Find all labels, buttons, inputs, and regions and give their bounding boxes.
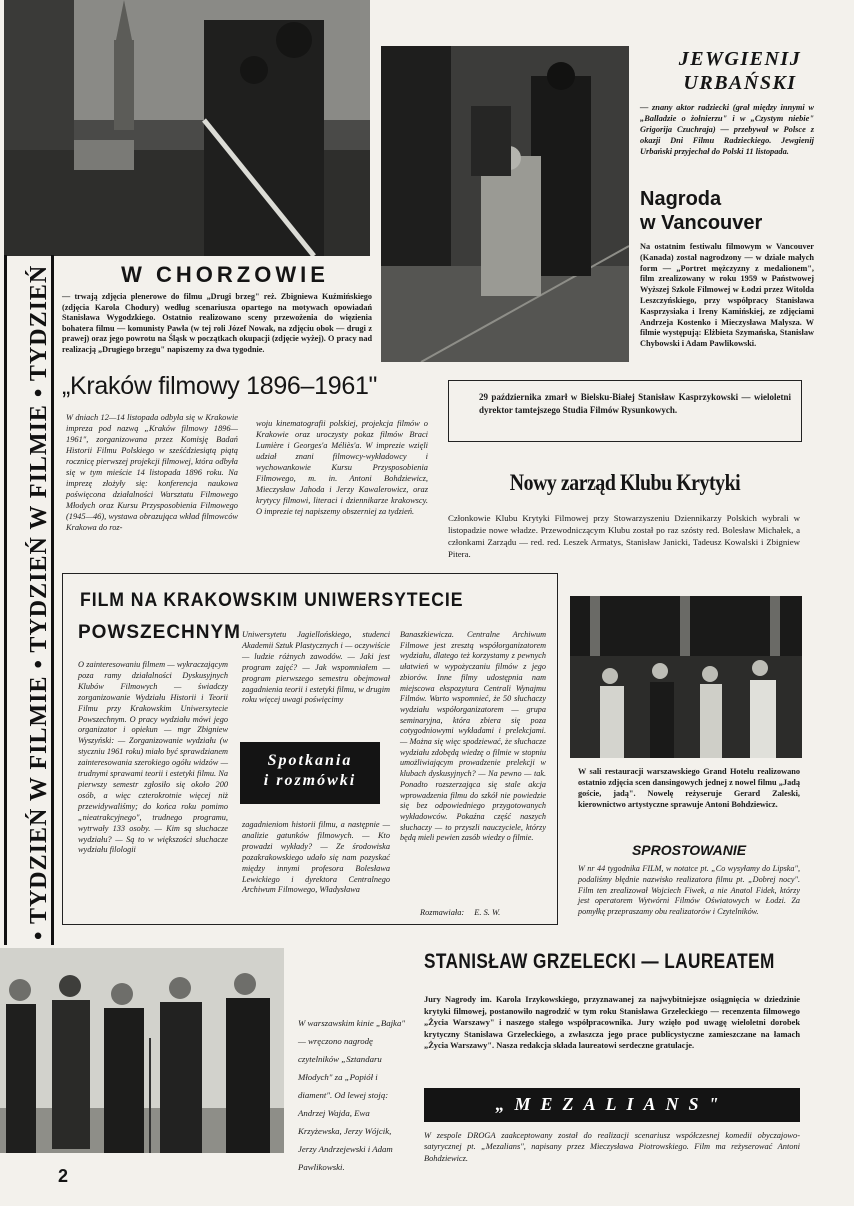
spotkania-box (240, 742, 380, 804)
uniwersytet-col1: O zainteresowaniu filmem — wykraczającym poza ramy działalności Dyskusyjnych Klubów Filmowych — świadczy zorganizowanie Wydziału Historii i Teorii Filmu przy Krakowskim Uniwersytecie Powszechnym. O pracy wydziału mówi jego organizator i opiekun — mgr Zbigniew Wyszyński: — Zorganizowanie wydziału (w styczniu 1961 roku) miało być sprawdzianem zainteresowania szerokiego ogółu widzów — trudnymi sprawami teorii i estetyki filmu. Na pierwszy semestr zgłosiło się około 200 osób, a więc czterokrotnie więcej niż przewidywaliśmy; do końca roku pomimo „nieatrakcyjnego", trudnego programu, wytrwały 133 osoby. — Kim są słuchacze wydziału? — Są to w większości słuchacze wydziału filologii (78, 660, 228, 855)
krakow-col1: W dniach 12—14 listopada odbyła się w Krakowie impreza pod nazwą „Kraków filmowy 1896—1961", zorganizowana przez Komisję Badań Historii Filmu Polskiego w sześćdziesiątą piątą rocznicę pierwszej projekcji filmowej, która odbyła się w tym mieście 14 listopada 1896 roku. Na imprezę złożyły się: konferencja naukowa poświęcona działalności Warsztatu Filmowego Młodych oraz Kursu Przysposobienia Filmowego (1945—46), wystawa obrazująca wkład filmowców Krakowa do roz- (66, 413, 238, 532)
vancouver-heading-line1: Nagroda (640, 188, 722, 210)
bajka-caption: W warszawskim kinie „Bajka" — wręczono nagrodę czytelników „Sztandaru Młodych" za „Popiół i diament". Od lewej stoją: Andrzej Wajda, Ewa Krzyżewska, Jerzy Wójcik, Jerzy Andrzejewski i Adam Pawlikowski. (298, 1018, 406, 1172)
krakow-heading: „Kraków filmowy 1896–1961" (62, 372, 378, 400)
klub-heading: Nowy zarząd Klubu Krytyki (509, 470, 741, 495)
page-number: 2 (58, 1166, 69, 1186)
sprostowanie-heading: SPROSTOWANIE (631, 842, 747, 858)
uniwersytet-col3: Banaszkiewicza. Centralne Archiwum Filmowe jest zresztą współorganizatorem wydziału, dlatego też korzystamy z pewnych ułatwień w wypożyczaniu filmów z jego zbiorów. Inne filmy udostępnia nam miejscowa ekspozytura Centrali Wynajmu Filmów. Warto wspomnieć, że 50 słuchaczy wydziału współorganizatorem — grupa seminaryjna, która zbiera się poza cotygodniowymi wykładami i prelekcjami. — Można się więc spodziewać, że słuchacze wydziału zdobędą wiedzę o filmie w stopniu umożliwiającym prowadzenie prelekcji w klubach dyskusyjnych? — Na pewno — tak. Ponadto rozszerzająca się stale akcja wprowadzenia filmu do szkół nie powiedzie się bez odpowiedniego przygotowanych wykładowców. Pokaźna część naszych słuchaczy — to przyszli nauczyciele, którzy będą mieli pewien zasób wiedzy o filmie. (400, 630, 546, 843)
chorzow-heading: W CHORZOWIE (121, 262, 329, 287)
uniwersytet-col2b: zagadnieniom historii filmu, a następnie — analizie gatunków filmowych. — Kto prowadzi wykłady? — Ze środowiska pozakrakowskiego udało się nam pozyskać między innymi profesora Bolesława Lewickiego i dyrektora Centralnego Archiwum Filmowego, Władysława (242, 820, 390, 895)
urbanski-text: — znany aktor radziecki (grał między innymi w „Balladzie o żołnierzu" i w „Czystym niebie" Grigorija Czuchraja) — przebywał w Polsce z okazji Dni Filmu Radzieckiego. Jewgienij Urbański przyjechał do Polski 11 listopada. (640, 103, 814, 156)
uniwersytet-signature-label: Rozmawiała: (420, 908, 465, 917)
grzelecki-text: Jury Nagrody im. Karola Irzykowskiego, przyznawanej za najwybitniejsze osiągnięcia w dziedzinie krytyki filmowej, postanowiło nagrodzić w tym roku Stanisława Grzeleckiego — recenzenta filmowego „Życia Warszawy" i naszego stałego współpracownika. Jury wzięło pod uwagę wieloletni dorobek krytyczny Stanisława Grzeleckiego, a zwłaszcza jego prace publicystyczne zamieszczane na łamach „Życia Warszawy". Nasza redakcja składa laureatowi serdeczne gratulacje. (424, 995, 800, 1051)
uniwersytet-col2a: Uniwersytetu Jagiellońskiego, studenci Akademii Sztuk Plastycznych i — oczywiście — ludzie różnych zawodów. — Jaki jest program zajęć? — Jak wspomniałem — program pierwszego semestru obejmował zagadnienia teorii i estetyki filmu, w drugim roku więcej uwagi poświęcimy (242, 630, 390, 705)
klub-text: Członkowie Klubu Krytyki Filmowej przy Stowarzyszeniu Dziennikarzy Polskich wybrali w listopadzie nowe władze. Przewodniczącym Klubu został po raz szósty red. Bolesław Michałek, a członkami Zarządu — red. red. Leszek Armatys, Stanisław Janicki, Tadeusz Kowalski i Zbigniew Pitera. (448, 513, 800, 559)
mezalians-banner (424, 1088, 800, 1122)
grzelecki-heading: STANISŁAW GRZELECKI — LAUREATEM (424, 950, 775, 973)
urbanski-name-line1: JEWGIENIJ (678, 48, 802, 70)
kasprzykowski-text: 29 października zmarł w Bielsku-Białej Stanisław Kasprzykowski — wieloletni dyrektor tamtejszego Studia Filmów Rysunkowych. (479, 392, 791, 415)
spotkania-box-line1: Spotkania (267, 752, 353, 769)
kasprzykowski-box (448, 380, 802, 442)
mezalians-text: W zespole DROGA zaakceptowany został do realizacji scenariusz współczesnej komedii obyczajowo-satyrycznej pt. „Mezalians", napisany przez Mieczysława Piotrowskiego. Film ma reżyserować Antoni Bohdziewicz. (424, 1131, 800, 1163)
chorzow-text: — trwają zdjęcia plenerowe do filmu „Drugi brzeg" reż. Zbigniewa Kuźmińskiego (zdjęcia Karola Chodury) według scenariusza opartego na motywach opowiadań Stanisława Wygodzkiego. Ostatnio realizowano sceny przewożenia do więzienia bohatera filmu — komunisty Pawła (w tej roli Józef Nowak, na zdjęciu obok — drugi z prawej) oraz jego powrotu na Śląsk w początkach okupacji (zdjęcie wyżej). O pracy nad realizacją „Drugiego brzegu" napiszemy za dwa tygodnie. (62, 292, 372, 354)
krakow-col2: woju kinematografii polskiej, projekcja filmów o Krakowie oraz uroczysty pokaz filmów Braci Lumière i Georges'a Méliès'a. W imprezie wzięli udział znani filmowcy-wykładowcy i wychowankowie Kursu Przysposobienia Filmowego, m. in. Antoni Bohdziewicz, Mieczysław Jahoda i Jerzy Kawalerowicz, oraz krytycy filmowi, literaci i dziennikarze krakowscy. O imprezie tej napiszemy obszerniej za tydzień. (256, 419, 428, 516)
vancouver-heading-line2: w Vancouver (640, 212, 763, 234)
sprostowanie-text: W nr 44 tygodnika FILM, w notatce pt. „Co wysyłamy do Lipska", podaliśmy błędnie nazwisko realizatora filmu pt. „Dobrej nocy". Film ten zrealizował Wojciech Fiwek, a nie Anatol Fidek, którzy jest operatorem Wytwórni Filmów Oświatowych w Łodzi. Za pomyłkę przepraszamy obu realizatorów i Czytelników. (578, 864, 800, 917)
photo-chorzow-street (4, 0, 370, 256)
photo-grand-hotel-dance (570, 596, 802, 758)
photo-bajka-award (0, 948, 284, 1153)
vancouver-text: Na ostatnim festiwalu filmowym w Vancouver (Kanada) został nagrodzony — w dziale małych form — „Portret mężczyzny z medalionem", film zrealizowany w roku 1959 w Państwowej Wyższej Szkole Filmowej w Łodzi przez Witolda Leszczyńskiego, przy współpracy Stanisława Kasprzysiaka i Ireny Kamińskiej, ze zdjęciami Andrzeja Kostenko i Mieczysława Malysza. W filmie występują: Elżbieta Szymańska, Stanisław Chybowski i Adam Pawlikowski. (640, 242, 814, 349)
urbanski-name-line2: URBAŃSKI (683, 72, 797, 94)
spotkania-box-line2: i rozmówki (263, 772, 357, 789)
uniwersytet-heading-line1: FILM NA KRAKOWSKIM UNIWERSYTECIE (80, 590, 464, 611)
uniwersytet-signature (420, 908, 500, 917)
mezalians-heading: „MEZALIANS" (495, 1094, 729, 1114)
uniwersytet-heading-line2: POWSZECHNYM (78, 622, 241, 643)
photo-train-platform (381, 46, 629, 362)
uniwersytet-signature-name: E. S. W. (474, 908, 501, 917)
side-banner-text: • TYDZIEŃ W FILMIE • TYDZIEŃ W FILMIE • TYDZIEŃ (26, 264, 52, 940)
grand-hotel-caption: W sali restauracji warszawskiego Grand Hotelu realizowano ostatnio zdjęcia scen dansingowych jednej z nowel filmu „Jadą goście, jadą". Nowelę reżyseruje Gerard Zaleski, kierownictwo artystyczne sprawuje Antoni Bohdziewicz. (578, 767, 800, 809)
